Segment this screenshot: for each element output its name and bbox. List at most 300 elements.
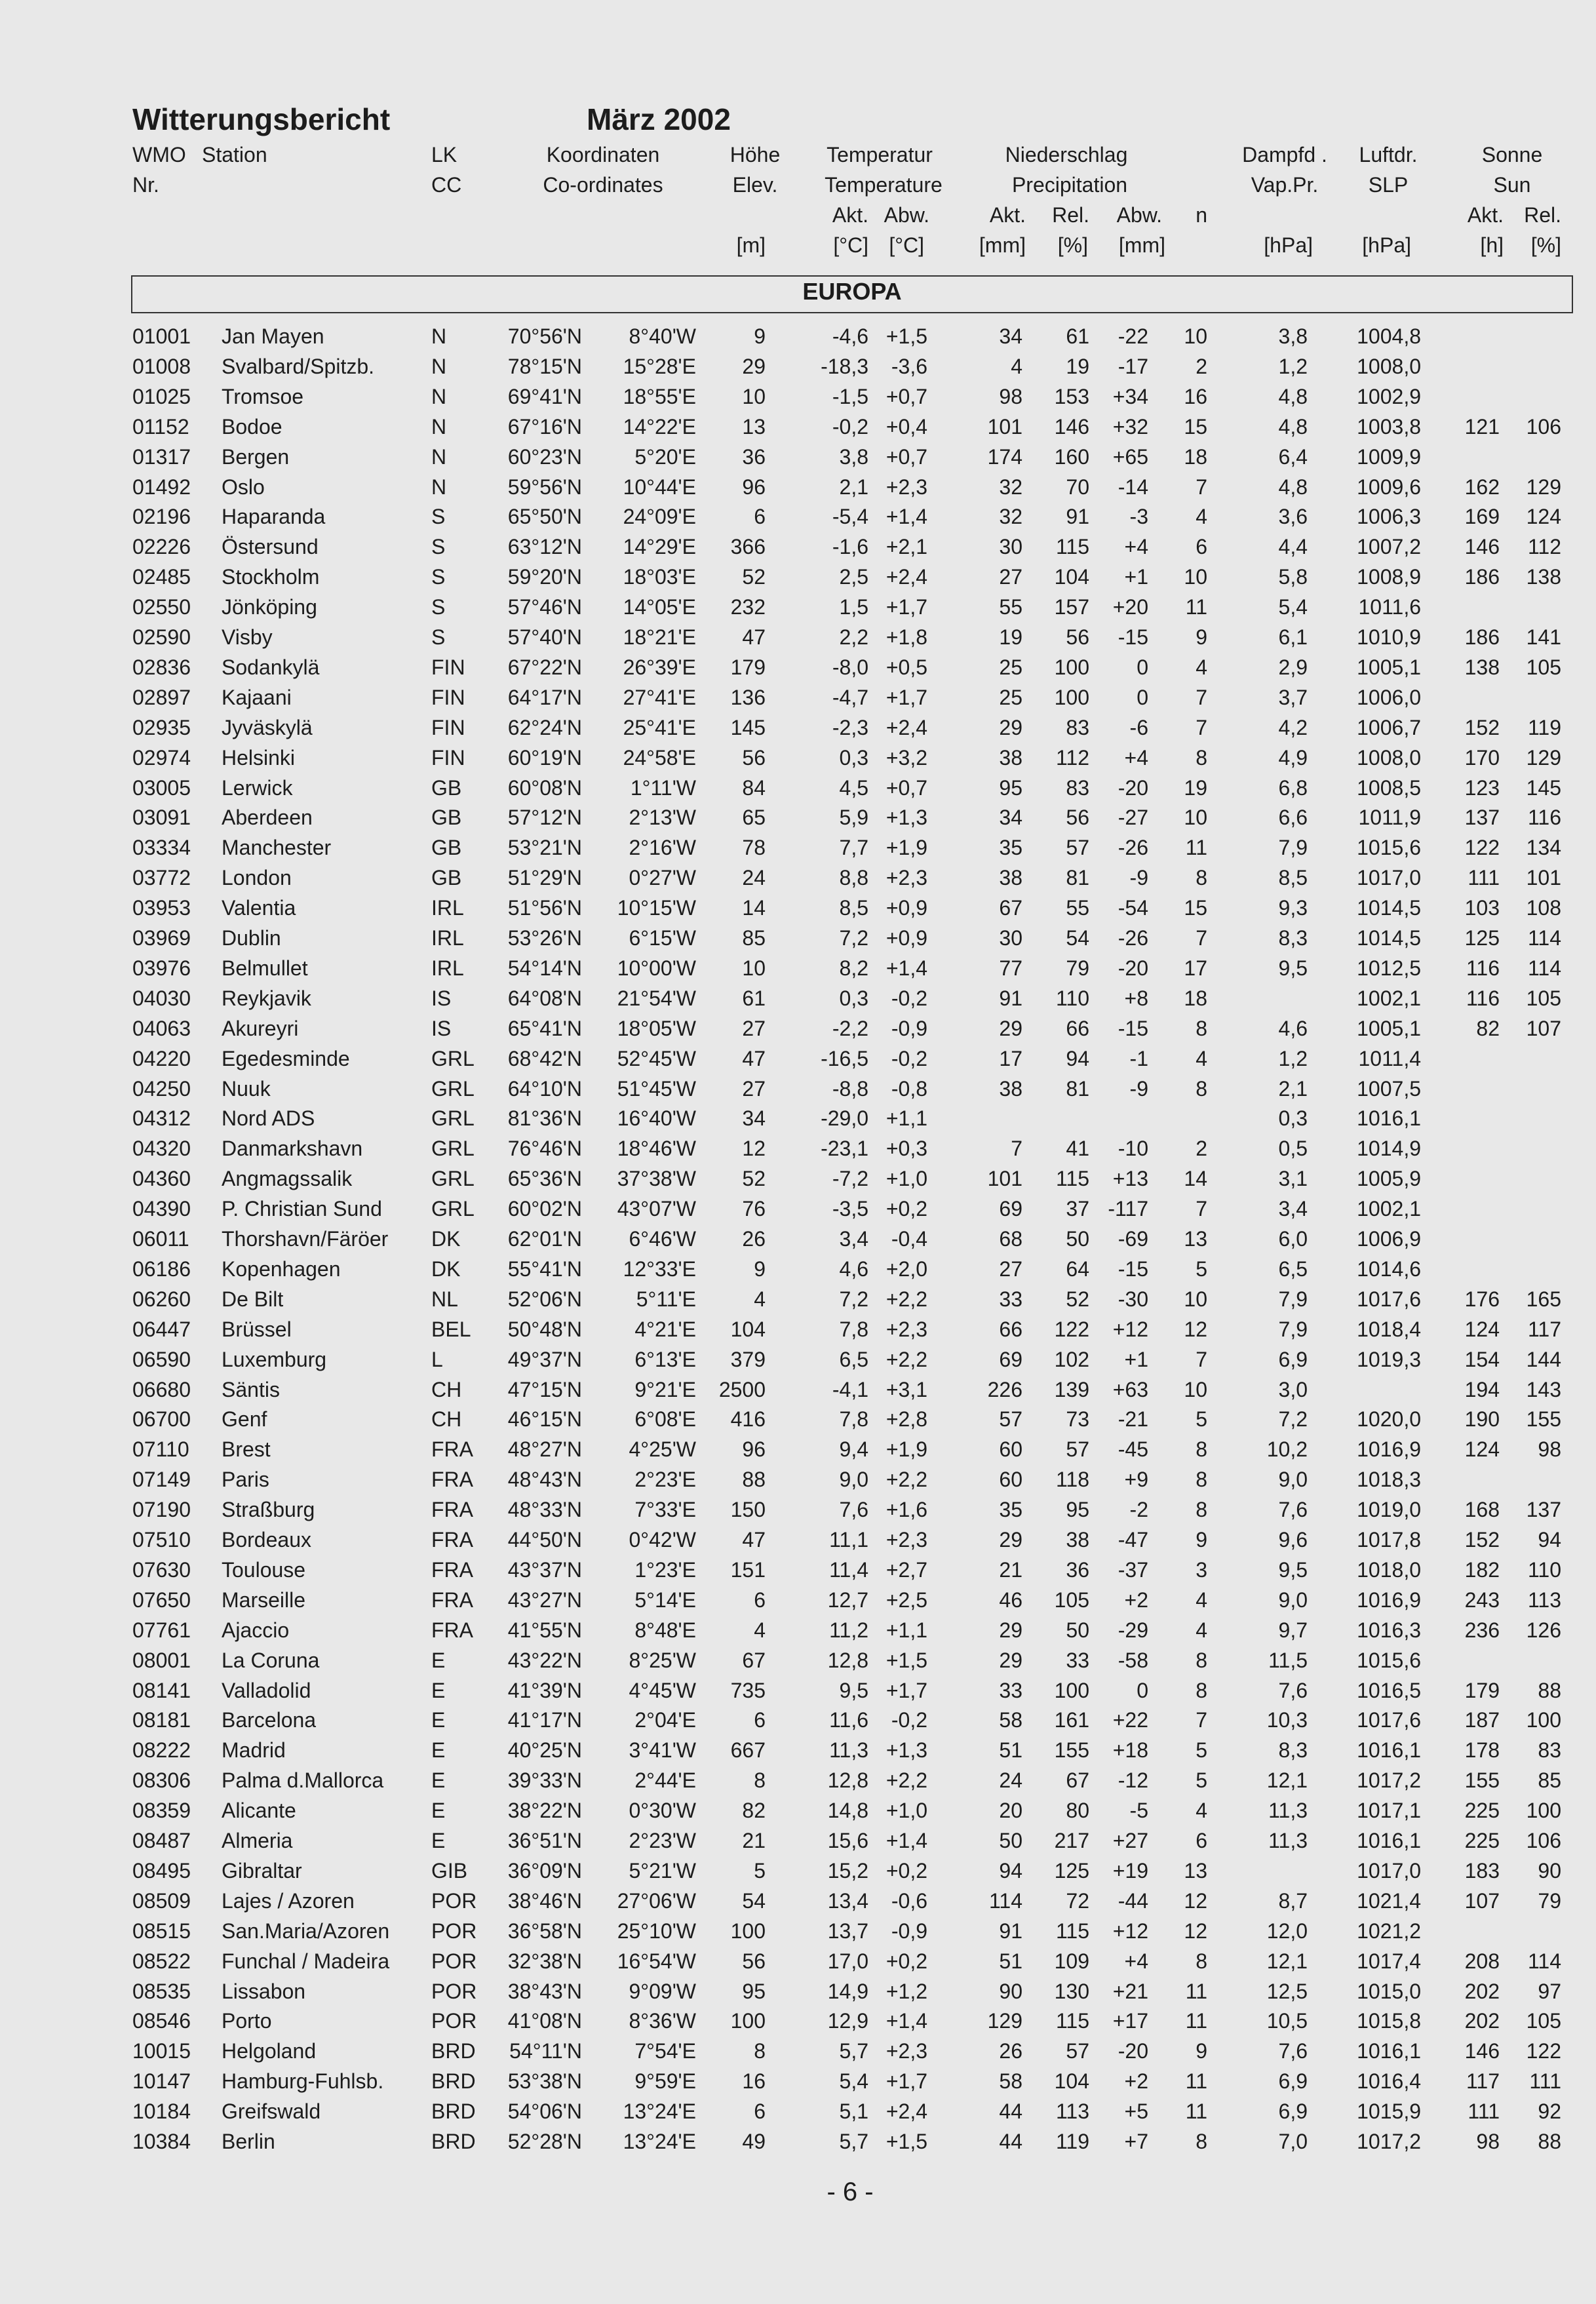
cell-wmo-nr: 04390 xyxy=(132,1197,191,1221)
cell-temp-actual: 9,4 xyxy=(839,1437,868,1462)
cell-temp-deviation: +1,8 xyxy=(886,625,927,649)
cell-precip-actual: 29 xyxy=(999,1528,1022,1552)
cell-precip-actual: 51 xyxy=(999,1949,1022,1973)
cell-precip-days: 2 xyxy=(1196,354,1207,378)
cell-country-code: BRD xyxy=(431,2099,476,2124)
cell-precip-deviation: -9 xyxy=(1129,1076,1148,1101)
cell-precip-deviation: +5 xyxy=(1124,2099,1148,2124)
cell-sun-hours: 98 xyxy=(1476,2130,1500,2153)
table-row xyxy=(0,442,1596,472)
cell-temp-deviation: +2,2 xyxy=(886,1768,927,1793)
cell-latitude: 41°17'N xyxy=(507,1708,582,1732)
cell-precip-days: 11 xyxy=(1185,1979,1207,2003)
cell-precip-days: 11 xyxy=(1185,836,1207,860)
cell-latitude: 78°15'N xyxy=(507,354,582,378)
cell-elevation: 47 xyxy=(742,1046,766,1070)
cell-longitude: 2°23'E xyxy=(634,1468,696,1492)
cell-vapour-pressure: 1,2 xyxy=(1278,354,1308,378)
cell-latitude: 54°06'N xyxy=(507,2099,582,2124)
cell-precip-days: 7 xyxy=(1196,1708,1207,1732)
cell-precip-deviation: +20 xyxy=(1112,595,1148,619)
cell-station-name: Brest xyxy=(222,1437,271,1462)
cell-longitude: 8°25'W xyxy=(629,1648,696,1672)
cell-vapour-pressure: 4,6 xyxy=(1278,1016,1308,1040)
cell-temp-actual: 5,7 xyxy=(839,2039,868,2063)
cell-vapour-pressure: 6,9 xyxy=(1278,2069,1308,2094)
cell-longitude: 18°46'W xyxy=(617,1137,696,1161)
cell-vapour-pressure: 10,2 xyxy=(1266,1437,1308,1462)
header-wmo: WMO xyxy=(132,143,186,166)
cell-sea-level-pressure: 1009,9 xyxy=(1357,444,1421,469)
cell-precip-relative: 56 xyxy=(1066,806,1089,830)
cell-sun-hours: 116 xyxy=(1466,956,1500,980)
cell-vapour-pressure: 4,8 xyxy=(1278,384,1308,408)
cell-precip-days: 6 xyxy=(1196,535,1207,559)
cell-station-name: Belmullet xyxy=(222,956,308,980)
cell-temp-actual: 11,6 xyxy=(829,1708,868,1732)
cell-sun-hours: 146 xyxy=(1464,2039,1500,2063)
table-row xyxy=(0,953,1596,983)
cell-precip-actual: 69 xyxy=(999,1197,1022,1221)
cell-vapour-pressure: 7,6 xyxy=(1278,2039,1308,2063)
header-hoehe: Höhe xyxy=(730,143,781,166)
cell-precip-deviation: 0 xyxy=(1137,655,1148,679)
cell-longitude: 1°23'E xyxy=(634,1557,696,1582)
table-row xyxy=(0,682,1596,713)
cell-elevation: 67 xyxy=(742,1648,766,1672)
cell-elevation: 95 xyxy=(742,1979,766,2003)
header-temp-abw: Abw. xyxy=(884,203,929,227)
cell-station-name: Aberdeen xyxy=(222,806,313,830)
table-row xyxy=(0,1163,1596,1194)
cell-latitude: 43°22'N xyxy=(507,1648,582,1672)
cell-precip-days: 10 xyxy=(1184,806,1207,830)
cell-temp-actual: -1,6 xyxy=(832,535,868,559)
table-row xyxy=(0,863,1596,893)
cell-elevation: 52 xyxy=(742,1167,766,1191)
header-niederschlag: Niederschlag xyxy=(1005,143,1128,166)
cell-precip-relative: 37 xyxy=(1066,1197,1089,1221)
cell-precip-relative: 83 xyxy=(1066,775,1089,800)
cell-elevation: 47 xyxy=(742,625,766,649)
cell-precip-deviation: +17 xyxy=(1112,2009,1148,2033)
cell-precip-relative: 91 xyxy=(1066,505,1089,529)
cell-elevation: 104 xyxy=(730,1317,766,1341)
cell-country-code: GRL xyxy=(431,1046,475,1070)
cell-sea-level-pressure: 1008,5 xyxy=(1357,775,1421,800)
table-row xyxy=(0,381,1596,412)
cell-precip-days: 7 xyxy=(1196,926,1207,950)
cell-longitude: 14°29'E xyxy=(623,535,696,559)
table-row xyxy=(0,1615,1596,1645)
cell-precip-relative: 80 xyxy=(1066,1799,1089,1823)
cell-sun-relative: 114 xyxy=(1527,926,1561,950)
cell-temp-deviation: +2,8 xyxy=(886,1407,927,1432)
cell-latitude: 52°06'N xyxy=(507,1287,582,1311)
cell-precip-actual: 60 xyxy=(999,1468,1022,1492)
table-row xyxy=(0,1434,1596,1464)
cell-longitude: 7°54'E xyxy=(634,2039,696,2063)
cell-sea-level-pressure: 1011,6 xyxy=(1358,595,1421,619)
cell-sun-relative: 138 xyxy=(1526,565,1561,589)
cell-station-name: Tromsoe xyxy=(222,384,304,408)
header-sun-rel: Rel. xyxy=(1524,203,1561,227)
cell-precip-actual: 69 xyxy=(999,1347,1022,1371)
cell-elevation: 136 xyxy=(730,685,766,709)
cell-temp-deviation: +0,9 xyxy=(886,926,927,950)
cell-temp-deviation: +1,7 xyxy=(886,595,927,619)
cell-latitude: 52°28'N xyxy=(507,2130,582,2153)
cell-sun-relative: 105 xyxy=(1526,986,1561,1010)
cell-sun-relative: 110 xyxy=(1527,1557,1561,1582)
cell-temp-actual: 8,5 xyxy=(839,896,868,920)
cell-precip-relative: 160 xyxy=(1054,444,1089,469)
cell-wmo-nr: 08495 xyxy=(132,1858,191,1883)
cell-precip-actual: 29 xyxy=(999,715,1022,739)
cell-country-code: FIN xyxy=(431,715,465,739)
cell-precip-actual: 68 xyxy=(999,1227,1022,1251)
cell-precip-actual: 101 xyxy=(987,414,1022,439)
cell-vapour-pressure: 9,5 xyxy=(1278,1557,1308,1582)
cell-longitude: 15°28'E xyxy=(623,354,696,378)
cell-wmo-nr: 07190 xyxy=(132,1498,191,1522)
cell-station-name: Nuuk xyxy=(222,1076,271,1101)
cell-precip-relative: 61 xyxy=(1066,324,1089,348)
cell-wmo-nr: 04312 xyxy=(132,1106,191,1131)
cell-temp-deviation: +1,5 xyxy=(886,1648,927,1672)
cell-precip-actual: 55 xyxy=(999,595,1022,619)
cell-precip-relative: 115 xyxy=(1055,2009,1089,2033)
table-row xyxy=(0,1344,1596,1375)
cell-station-name: Sodankylä xyxy=(222,655,320,679)
cell-vapour-pressure: 8,5 xyxy=(1278,866,1308,890)
cell-temp-actual: 15,6 xyxy=(827,1829,868,1852)
cell-latitude: 36°51'N xyxy=(507,1829,582,1852)
cell-sun-hours: 236 xyxy=(1464,1618,1500,1642)
cell-country-code: S xyxy=(431,565,446,589)
cell-sun-relative: 106 xyxy=(1526,414,1561,439)
cell-precip-deviation: +4 xyxy=(1124,745,1148,770)
cell-precip-deviation: -22 xyxy=(1118,324,1148,348)
cell-station-name: Thorshavn/Färöer xyxy=(222,1227,389,1251)
cell-precip-deviation: -12 xyxy=(1118,1768,1148,1793)
unit-precip-rel: [%] xyxy=(1057,233,1088,257)
table-row xyxy=(0,1044,1596,1074)
cell-country-code: IRL xyxy=(431,926,464,950)
cell-precip-deviation: +22 xyxy=(1112,1708,1148,1732)
cell-precip-relative: 79 xyxy=(1066,956,1089,980)
unit-sun-akt: [h] xyxy=(1480,233,1504,257)
cell-country-code: E xyxy=(431,1678,446,1702)
cell-temp-deviation: -0,2 xyxy=(891,1046,927,1070)
cell-wmo-nr: 08141 xyxy=(132,1678,191,1702)
cell-sea-level-pressure: 1021,4 xyxy=(1357,1888,1421,1913)
cell-station-name: Palma d.Mallorca xyxy=(222,1768,384,1793)
header-sonne: Sonne xyxy=(1481,143,1543,166)
cell-precip-deviation: -5 xyxy=(1129,1799,1148,1823)
cell-precip-days: 10 xyxy=(1184,565,1207,589)
cell-precip-relative: 102 xyxy=(1054,1347,1089,1371)
cell-station-name: Hamburg-Fuhlsb. xyxy=(222,2069,384,2094)
cell-wmo-nr: 08522 xyxy=(132,1949,191,1973)
cell-latitude: 48°43'N xyxy=(507,1468,582,1492)
table-row xyxy=(0,1314,1596,1344)
cell-precip-days: 4 xyxy=(1196,1046,1207,1070)
cell-country-code: GB xyxy=(431,806,462,830)
table-row xyxy=(0,1103,1596,1133)
table-row xyxy=(0,1284,1596,1314)
cell-country-code: S xyxy=(431,505,446,529)
table-row xyxy=(0,1375,1596,1405)
cell-station-name: Porto xyxy=(222,2009,272,2033)
cell-precip-days: 16 xyxy=(1184,384,1207,408)
cell-latitude: 59°20'N xyxy=(507,565,582,589)
cell-sun-hours: 138 xyxy=(1464,655,1500,679)
cell-temp-actual: 1,5 xyxy=(839,595,868,619)
cell-sun-hours: 186 xyxy=(1464,625,1500,649)
cell-vapour-pressure: 7,0 xyxy=(1278,2130,1308,2153)
cell-temp-deviation: +2,4 xyxy=(886,715,927,739)
cell-country-code: S xyxy=(431,625,446,649)
cell-temp-actual: -2,3 xyxy=(832,715,868,739)
cell-sun-relative: 116 xyxy=(1527,806,1561,830)
cell-sea-level-pressure: 1005,1 xyxy=(1357,655,1421,679)
cell-temp-deviation: +1,4 xyxy=(886,1829,927,1852)
cell-sun-hours: 208 xyxy=(1464,1949,1500,1973)
cell-temp-deviation: +1,3 xyxy=(886,806,927,830)
cell-temp-actual: 13,7 xyxy=(827,1919,868,1943)
header-slp: SLP xyxy=(1368,173,1409,197)
table-row xyxy=(0,1254,1596,1284)
cell-precip-days: 3 xyxy=(1196,1557,1207,1582)
cell-temp-actual: -8,0 xyxy=(832,655,868,679)
cell-precip-actual: 46 xyxy=(999,1588,1022,1612)
cell-temp-actual: 11,2 xyxy=(829,1618,868,1642)
cell-temp-deviation: +1,4 xyxy=(886,2009,927,2033)
table-row xyxy=(0,2036,1596,2066)
cell-longitude: 37°38'W xyxy=(617,1167,696,1191)
cell-vapour-pressure: 3,0 xyxy=(1278,1377,1308,1401)
cell-longitude: 16°40'W xyxy=(617,1106,696,1131)
cell-country-code: IRL xyxy=(431,956,464,980)
cell-latitude: 51°56'N xyxy=(507,896,582,920)
header-precip-akt: Akt. xyxy=(989,203,1026,227)
cell-precip-actual: 29 xyxy=(999,1648,1022,1672)
table-row xyxy=(0,773,1596,803)
cell-longitude: 3°41'W xyxy=(629,1738,696,1763)
cell-temp-deviation: +0,7 xyxy=(886,444,927,469)
cell-elevation: 150 xyxy=(730,1498,766,1522)
header-precip-abw: Abw. xyxy=(1116,203,1162,227)
cell-temp-deviation: +3,2 xyxy=(886,745,927,770)
cell-wmo-nr: 02974 xyxy=(132,745,191,770)
cell-sea-level-pressure: 1014,5 xyxy=(1357,896,1421,920)
cell-longitude: 21°54'W xyxy=(617,986,696,1010)
table-row xyxy=(0,592,1596,622)
cell-temp-deviation: -0,6 xyxy=(891,1888,927,1913)
cell-precip-deviation: -26 xyxy=(1118,836,1148,860)
cell-latitude: 57°46'N xyxy=(507,595,582,619)
cell-sea-level-pressure: 1015,8 xyxy=(1357,2009,1421,2033)
cell-precip-deviation: -37 xyxy=(1118,1557,1148,1582)
cell-sun-hours: 182 xyxy=(1464,1557,1500,1582)
cell-sun-relative: 105 xyxy=(1526,2009,1561,2033)
cell-precip-relative: 110 xyxy=(1055,986,1089,1010)
cell-precip-deviation: -9 xyxy=(1129,866,1148,890)
cell-country-code: IS xyxy=(431,986,452,1010)
cell-precip-deviation: -45 xyxy=(1118,1437,1148,1462)
cell-vapour-pressure: 3,8 xyxy=(1278,324,1308,348)
cell-precip-days: 11 xyxy=(1185,2099,1207,2124)
cell-precip-actual: 174 xyxy=(987,444,1022,469)
cell-station-name: Jan Mayen xyxy=(222,324,324,348)
cell-station-name: Gibraltar xyxy=(222,1858,302,1883)
page-number: - 6 - xyxy=(827,2177,874,2206)
cell-elevation: 13 xyxy=(742,414,766,439)
cell-station-name: Jönköping xyxy=(222,595,317,619)
cell-precip-actual: 32 xyxy=(999,505,1022,529)
cell-station-name: Stockholm xyxy=(222,565,320,589)
cell-precip-days: 9 xyxy=(1196,625,1207,649)
cell-temp-actual: -5,4 xyxy=(832,505,868,529)
cell-latitude: 60°23'N xyxy=(507,444,582,469)
cell-temp-actual: 7,8 xyxy=(839,1317,868,1341)
cell-sun-hours: 111 xyxy=(1468,2099,1500,2124)
cell-temp-deviation: +1,4 xyxy=(886,505,927,529)
cell-longitude: 6°15'W xyxy=(629,926,696,950)
cell-latitude: 81°36'N xyxy=(507,1106,582,1131)
cell-wmo-nr: 02590 xyxy=(132,625,191,649)
cell-sun-relative: 122 xyxy=(1526,2039,1561,2063)
cell-precip-deviation: -14 xyxy=(1118,475,1148,499)
cell-sun-relative: 141 xyxy=(1526,625,1561,649)
cell-longitude: 5°11'E xyxy=(636,1287,696,1311)
cell-latitude: 60°02'N xyxy=(507,1197,582,1221)
cell-vapour-pressure: 5,4 xyxy=(1278,595,1308,619)
cell-latitude: 40°25'N xyxy=(507,1738,582,1763)
cell-temp-deviation: +0,5 xyxy=(886,655,927,679)
cell-latitude: 67°22'N xyxy=(507,655,582,679)
cell-wmo-nr: 04360 xyxy=(132,1167,191,1191)
cell-temp-actual: 12,9 xyxy=(827,2009,868,2033)
cell-sea-level-pressure: 1008,0 xyxy=(1357,354,1421,378)
cell-temp-actual: 5,4 xyxy=(839,2069,868,2094)
cell-sea-level-pressure: 1017,0 xyxy=(1357,1858,1421,1883)
cell-vapour-pressure: 10,5 xyxy=(1266,2009,1308,2033)
cell-sun-hours: 162 xyxy=(1464,475,1500,499)
cell-elevation: 416 xyxy=(730,1407,766,1432)
cell-precip-actual: 21 xyxy=(999,1557,1022,1582)
cell-precip-relative: 72 xyxy=(1066,1888,1089,1913)
cell-longitude: 14°22'E xyxy=(623,414,696,439)
table-row xyxy=(0,1735,1596,1765)
cell-country-code: E xyxy=(431,1738,446,1763)
cell-station-name: Toulouse xyxy=(222,1557,306,1582)
cell-latitude: 47°15'N xyxy=(507,1377,582,1401)
header-precip-rel: Rel. xyxy=(1052,203,1089,227)
cell-station-name: London xyxy=(222,866,292,890)
cell-sun-relative: 90 xyxy=(1538,1858,1561,1883)
cell-precip-actual: 50 xyxy=(999,1829,1022,1852)
cell-precip-days: 6 xyxy=(1196,1829,1207,1852)
cell-elevation: 179 xyxy=(730,655,766,679)
table-row xyxy=(0,321,1596,351)
cell-longitude: 8°36'W xyxy=(629,2009,696,2033)
cell-precip-actual: 91 xyxy=(999,1919,1022,1943)
cell-longitude: 2°04'E xyxy=(634,1708,696,1732)
cell-temp-deviation: +1,7 xyxy=(886,1678,927,1702)
table-row xyxy=(0,1555,1596,1585)
cell-sun-hours: 124 xyxy=(1464,1437,1500,1462)
cell-wmo-nr: 08222 xyxy=(132,1738,191,1763)
cell-country-code: N xyxy=(431,384,447,408)
cell-sea-level-pressure: 1009,6 xyxy=(1357,475,1421,499)
table-row xyxy=(0,501,1596,532)
cell-elevation: 6 xyxy=(754,1708,766,1732)
cell-country-code: POR xyxy=(431,1979,477,2003)
cell-sun-hours: 202 xyxy=(1464,1979,1500,2003)
cell-sun-relative: 79 xyxy=(1538,1888,1561,1913)
cell-elevation: 8 xyxy=(754,2039,766,2063)
cell-vapour-pressure: 7,9 xyxy=(1278,1317,1308,1341)
cell-station-name: Brüssel xyxy=(222,1317,292,1341)
cell-longitude: 4°21'E xyxy=(634,1317,696,1341)
cell-temp-deviation: +2,7 xyxy=(886,1557,927,1582)
cell-precip-actual: 7 xyxy=(1011,1137,1022,1161)
cell-sea-level-pressure: 1016,1 xyxy=(1357,1829,1421,1852)
cell-vapour-pressure: 8,7 xyxy=(1278,1888,1308,1913)
cell-sun-hours: 179 xyxy=(1464,1678,1500,1702)
cell-elevation: 78 xyxy=(742,836,766,860)
cell-precip-days: 11 xyxy=(1185,2069,1207,2094)
cell-wmo-nr: 08359 xyxy=(132,1799,191,1823)
cell-temp-actual: -4,6 xyxy=(832,324,868,348)
cell-sea-level-pressure: 1016,4 xyxy=(1357,2069,1421,2094)
cell-latitude: 44°50'N xyxy=(507,1528,582,1552)
cell-sea-level-pressure: 1017,6 xyxy=(1357,1287,1421,1311)
cell-country-code: BRD xyxy=(431,2039,476,2063)
cell-precip-days: 8 xyxy=(1196,1468,1207,1492)
cell-temp-deviation: -3,6 xyxy=(891,354,927,378)
cell-latitude: 63°12'N xyxy=(507,535,582,559)
cell-precip-deviation: -6 xyxy=(1129,715,1148,739)
cell-wmo-nr: 07510 xyxy=(132,1528,191,1552)
cell-precip-relative: 54 xyxy=(1066,926,1089,950)
header-lk: LK xyxy=(431,143,457,166)
cell-country-code: L xyxy=(431,1347,443,1371)
cell-precip-relative: 70 xyxy=(1066,475,1089,499)
cell-sea-level-pressure: 1011,9 xyxy=(1358,806,1421,830)
cell-precip-actual: 60 xyxy=(999,1437,1022,1462)
cell-temp-deviation: +2,5 xyxy=(886,1588,927,1612)
cell-country-code: FIN xyxy=(431,745,465,770)
cell-precip-relative: 155 xyxy=(1054,1738,1089,1763)
cell-temp-deviation: +2,2 xyxy=(886,1347,927,1371)
cell-sun-hours: 82 xyxy=(1476,1016,1500,1040)
cell-vapour-pressure: 2,9 xyxy=(1278,655,1308,679)
cell-latitude: 65°41'N xyxy=(507,1016,582,1040)
cell-temp-actual: 15,2 xyxy=(827,1858,868,1883)
table-row xyxy=(0,1795,1596,1826)
cell-latitude: 62°01'N xyxy=(507,1227,582,1251)
cell-sun-relative: 105 xyxy=(1526,655,1561,679)
cell-longitude: 14°05'E xyxy=(623,595,696,619)
cell-sun-relative: 145 xyxy=(1526,775,1561,800)
cell-station-name: Helsinki xyxy=(222,745,296,770)
cell-precip-deviation: -15 xyxy=(1118,1257,1148,1281)
cell-temp-actual: -8,8 xyxy=(832,1076,868,1101)
table-row xyxy=(0,2006,1596,2036)
